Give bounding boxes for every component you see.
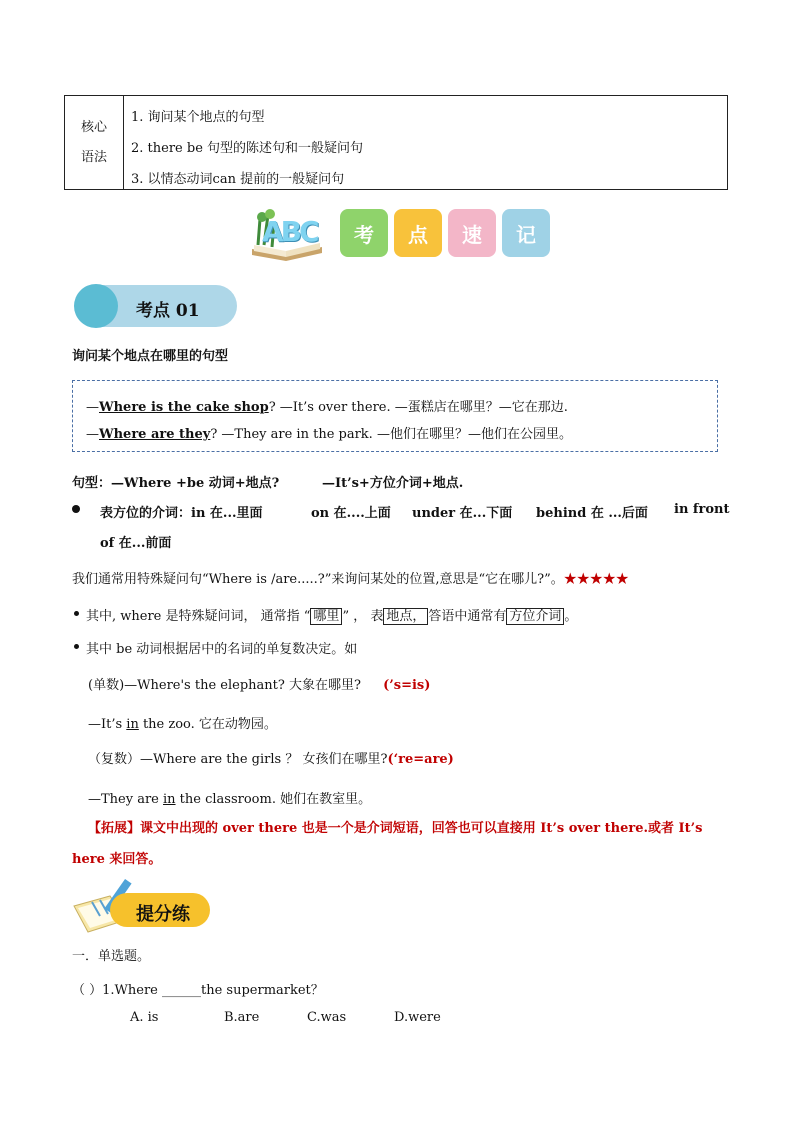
grammar-table-label — [65, 96, 124, 189]
pattern-question: 句型：—Where +be 动词+地点? — [72, 476, 280, 491]
plural-question: （复数）—Where are the girls ？ 女孩们在哪里?(‘re=are) — [88, 752, 454, 767]
prep-lead: 表方位的介词：in 在...里面 — [100, 506, 263, 521]
option-d[interactable]: D.were — [394, 1010, 441, 1025]
boxed-nali: 哪里 — [310, 608, 342, 625]
grammar-item-1: 1. 询问某个地点的句型 — [131, 110, 265, 125]
banner-tile-su: 速 — [448, 209, 496, 257]
banner-tile-ji: 记 — [502, 209, 550, 257]
bullet-2: 其中 be 动词根据居中的名词的单复数决定。如 — [86, 642, 358, 657]
prep-front-1: in front — [674, 502, 730, 517]
grammar-table — [64, 95, 728, 190]
bullet-dot — [72, 505, 80, 513]
extend-line-1: 【拓展】课文中出现的 over there 也是一个是介词短语，回答也可以直接用 It’s over there.或者 It’s — [88, 821, 703, 836]
example-question-1: Where is the cake shop — [99, 400, 269, 415]
prep-behind: behind 在 ...后面 — [536, 506, 648, 521]
banner-tile-kao: 考 — [340, 209, 388, 257]
usage-line: 我们通常用特殊疑问句“Where is /are.....?”来询问某处的位置,意思是“它在哪儿?”。★★★★★ — [72, 572, 629, 587]
singular-question: (单数)—Where's the elephant? 大象在哪里? (’s=is) — [88, 678, 431, 693]
grammar-items — [131, 102, 363, 195]
abc-text: ABC — [262, 215, 317, 248]
prep-on: on 在....上面 — [311, 506, 391, 521]
prep-front-2: of 在...前面 — [100, 536, 172, 551]
pattern-answer: —It’s+方位介词+地点. — [322, 476, 464, 491]
option-b[interactable]: B.are — [224, 1010, 260, 1025]
example-line-1: —Where is the cake shop? —It’s over there. —蛋糕店在哪里？—它在那边. — [86, 400, 568, 415]
singular-note: (’s=is) — [383, 678, 431, 693]
boxed-fangwei: 方位介词 — [506, 608, 564, 625]
section-pill-circle — [74, 284, 118, 328]
rating-stars: ★★★★★ — [563, 572, 629, 587]
label-line-2: 语法 — [80, 149, 107, 165]
option-a[interactable]: A. is — [130, 1010, 159, 1025]
section-heading: 询问某个地点在哪里的句型 — [72, 349, 229, 364]
extend-line-2: here 来回答。 — [72, 852, 162, 867]
abc-book-illustration — [246, 205, 328, 261]
bullet-1: 其中, where 是特殊疑问词， 通常指 “ 哪里 ” ， 表 地点， 答语中通常有 方位介词 。 — [86, 609, 578, 624]
section-label: 考点 01 — [136, 301, 200, 321]
plural-answer: —They are in the classroom. 她们在教室里。 — [88, 792, 372, 807]
example-question-2: Where are they — [99, 427, 211, 442]
practice-part: 一．单选题。 — [72, 949, 151, 964]
label-line-1: 核心 — [80, 119, 107, 135]
boxed-didian: 地点， — [383, 608, 428, 625]
example-line-2: —Where are they? —They are in the park. —他们在哪里？—他们在公园里。 — [86, 427, 572, 442]
grammar-item-3: 3. 以情态动词can 提前的一般疑问句 — [131, 172, 345, 187]
bullet-dot — [74, 611, 79, 616]
grammar-item-2: 2. there be 句型的陈述句和一般疑问句 — [131, 141, 364, 156]
banner-tile-dian: 点 — [394, 209, 442, 257]
plural-note: (‘re=are) — [387, 752, 454, 767]
practice-label: 提分练 — [136, 904, 190, 925]
question-1: （ ）1.Where ______the supermarket？ — [72, 983, 324, 998]
prep-under: under 在...下面 — [412, 506, 513, 521]
singular-answer: —It’s in the zoo. 它在动物园。 — [88, 717, 277, 732]
bullet-dot — [74, 644, 79, 649]
option-c[interactable]: C.was — [307, 1010, 347, 1025]
